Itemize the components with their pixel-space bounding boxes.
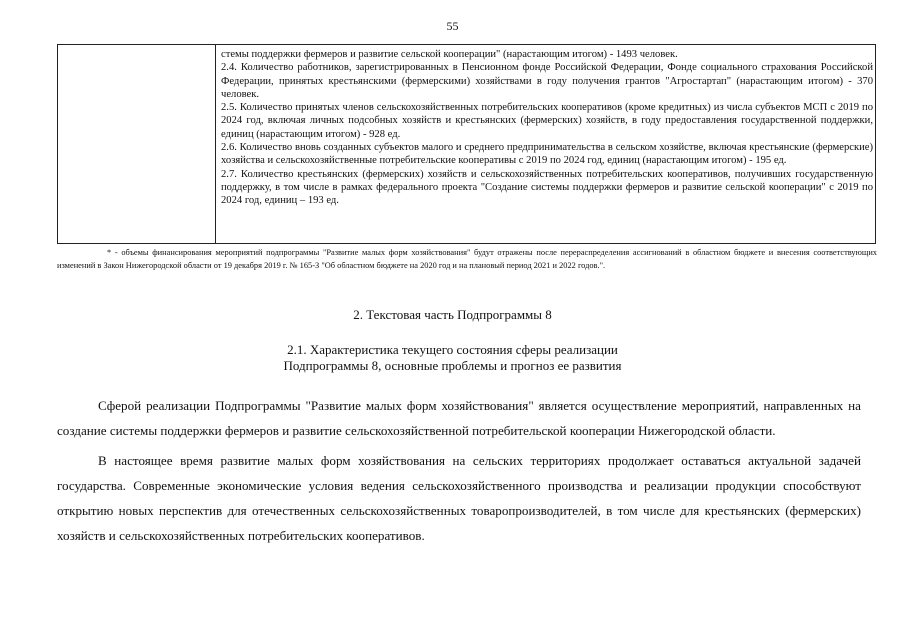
table-line: 2.4. Количество работников, зарегистрированных в Пенсионном фонде Российской Федерации, Фонде социального страхования Российской Федерации, принятых крестьянскими (фермерскими) хозяйствами в году получения грантов "Агростартап" (нарастающим итогом) - 370 человек. <box>221 62 873 100</box>
table-line: 2.7. Количество крестьянских (фермерских) хозяйств и сельскохозяйственных потребительских кооперативов, получивших государственную поддержку, в том числе в рамках федерального проекта "Создание системы поддержки фермеров и развитие сельской кооперации" с 2019 по 2024 год, единиц – 193 ед. <box>221 168 873 207</box>
table-line: стемы поддержки фермеров и развитие сельской кооперации" (нарастающим итогом) - 1493 человек. <box>221 49 678 60</box>
footnote-text: * - объемы финансирования мероприятий подпрограммы "Развитие малых форм хозяйствования" будут отражены после перераспределения ассигнований в областном бюджете и внесения соответствующих изменений в Закон Нижегородской области от 19 декабря 2019 г. № 165-З "Об областном бюджете на 2020 год и на плановый период 2021 и 2022 годов.". <box>57 248 877 270</box>
paragraph: Сферой реализации Подпрограммы "Развитие малых форм хозяйствования" является осуществление мероприятий, направленных на создание системы поддержки фермеров и развитие сельскохозяйственной потребительской кооперации Нижегородской области. <box>57 398 861 438</box>
table-line: 2.6. Количество вновь созданных субъектов малого и среднего предпринимательства в сельском хозяйстве, включая крестьянские (фермерские) хозяйства и сельскохозяйственные потребительские кооперативы с 2019 по 2024 год, единиц (нарастающим итогом) - 195 ед. <box>221 142 873 167</box>
subsection-title <box>0 342 905 374</box>
section-title: 2. Текстовая часть Подпрограммы 8 <box>353 307 552 322</box>
page-number: 55 <box>446 19 459 33</box>
table-left-cell <box>58 45 216 243</box>
body-text <box>57 393 861 553</box>
table-right-cell <box>221 48 873 208</box>
paragraph: В настоящее время развитие малых форм хозяйствования на сельских территориях продолжает оставаться актуальной задачей государства. Современные экономические условия ведения сельскохозяйственного производства и реализации продукции способствуют открытию новых перспектив для отечественных сельскохозяйственных товаропроизводителей, в том числе для крестьянских (фермерских) хозяйств и сельскохозяйственных потребительских кооперативов. <box>57 453 861 543</box>
footnote <box>57 247 877 272</box>
indicators-table <box>57 44 876 244</box>
subsection-title-line1: 2.1. Характеристика текущего состояния сферы реализации <box>287 342 618 357</box>
subsection-title-line2: Подпрограммы 8, основные проблемы и прогноз ее развития <box>283 358 622 373</box>
table-line: 2.5. Количество принятых членов сельскохозяйственных потребительских кооперативов (кроме кредитных) из числа субъектов МСП с 2019 по 2024 год, включая личных подсобных хозяйств и крестьянских (фермерских) хозяйств, в году предоставления государственной поддержки, единиц (нарастающим итогом) - 928 ед. <box>221 102 873 140</box>
